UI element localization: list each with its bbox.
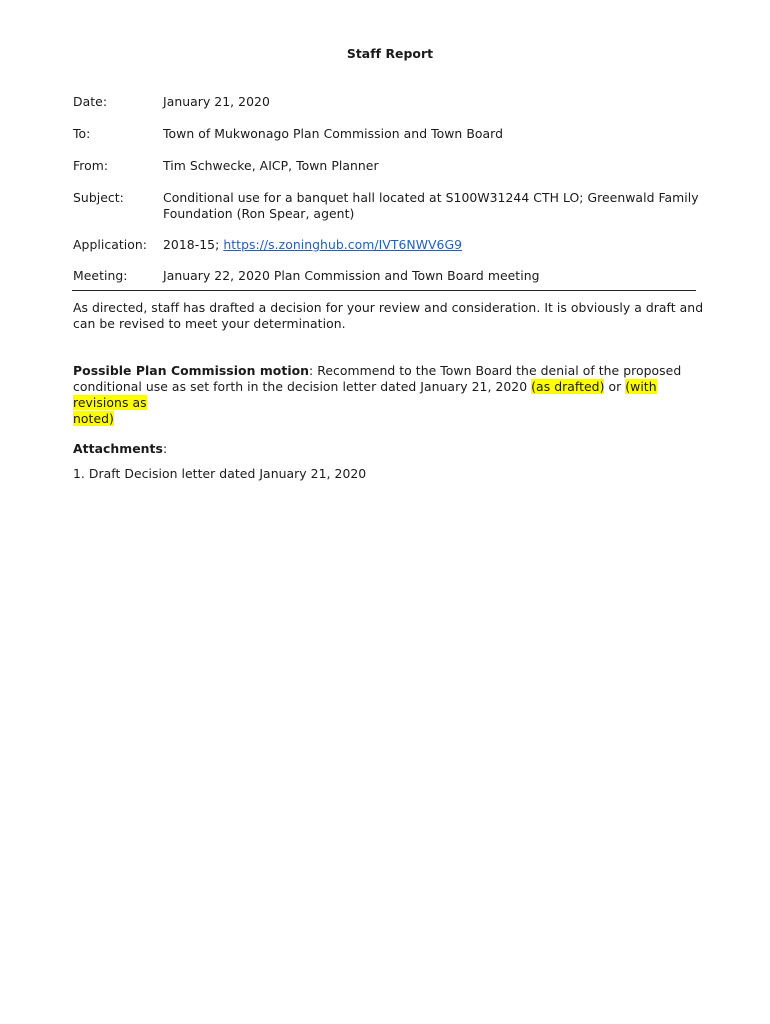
application-number: 2018-15;: [163, 237, 224, 252]
motion-line-2: [73, 379, 713, 411]
motion-text: Recommend to the Town Board the denial of the proposed: [313, 363, 682, 378]
field-value: January 21, 2020: [163, 94, 270, 109]
motion-label: Possible Plan Commission motion: [73, 363, 310, 378]
motion-line-3: [73, 411, 713, 427]
motion-or: or: [604, 379, 626, 394]
motion-colon: :: [309, 363, 314, 378]
option-with-revisions: (with revisions as: [73, 379, 657, 410]
option-as-drafted: (as drafted): [531, 379, 605, 394]
subject-line-2: Foundation (Ron Spear, agent): [163, 206, 355, 221]
motion-line-1: [73, 363, 713, 379]
field-value: Town of Mukwonago Plan Commission and Town Board: [163, 126, 503, 141]
field-label: Subject:: [73, 190, 124, 205]
page-title: Staff Report: [346, 46, 434, 61]
field-label: To:: [73, 126, 91, 141]
field-label: From:: [73, 158, 109, 173]
field-value: January 22, 2020 Plan Commission and Town Board meeting: [163, 268, 540, 283]
field-value: [163, 190, 703, 222]
intro-paragraph: [73, 300, 713, 332]
field-label: Application:: [73, 237, 148, 252]
attachments-colon: :: [162, 441, 168, 456]
attachments-label: Attachments: [73, 441, 163, 456]
option-with-revisions-cont: noted): [73, 411, 114, 426]
motion-text: conditional use as set forth in the decision letter dated January 21, 2020: [73, 379, 532, 394]
subject-line-1: Conditional use for a banquet hall located at S100W31244 CTH LO; Greenwald Family: [163, 190, 699, 205]
zoninghub-link[interactable]: https://s.zoninghub.com/IVT6NWV6G9: [223, 237, 463, 252]
intro-line-2: can be revised to meet your determination.: [73, 316, 346, 331]
intro-line-1: As directed, staff has drafted a decision for your review and consideration. It is obviously a draft and: [73, 300, 704, 315]
divider: [72, 290, 696, 291]
motion-paragraph: [73, 363, 713, 427]
attachment-item: 1. Draft Decision letter dated January 21, 2020: [73, 466, 367, 481]
field-label: Meeting:: [73, 268, 128, 283]
field-value: Tim Schwecke, AICP, Town Planner: [163, 158, 379, 173]
field-label: Date:: [73, 94, 108, 109]
field-value: [163, 237, 703, 253]
attachments-heading: [73, 441, 713, 457]
